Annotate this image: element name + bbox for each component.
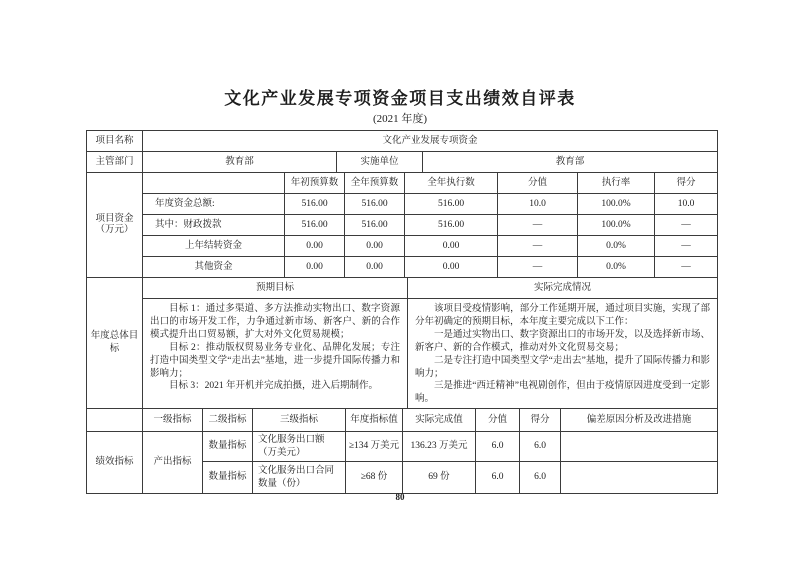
self-evaluation-table: [86, 130, 717, 494]
fund-value: 0.0%: [578, 236, 655, 257]
indicator-level1: 产出指标: [143, 432, 203, 494]
indicator-level3: 文化服务出口合同数量（份）: [253, 462, 346, 494]
indicator-level3: 文化服务出口额（万美元）: [253, 432, 346, 462]
header-info-table: [86, 130, 718, 173]
indicator-score-max: 6.0: [476, 432, 520, 462]
actual-completion-paragraph: 三是推进“西迁精神”电视剧创作，但由于疫情原因进度受到一定影响。: [415, 381, 710, 405]
fund-value: 516.00: [345, 194, 405, 215]
indicator-deviation: [561, 432, 718, 462]
funds-header-execution: 全年执行数: [405, 173, 498, 194]
fund-value: —: [498, 215, 578, 236]
fund-value: 516.00: [285, 194, 345, 215]
indicators-header-level3: 三级指标: [253, 409, 346, 432]
indicators-header-blank: [87, 409, 143, 432]
fund-row-label-total: 年度资金总额:: [143, 194, 285, 215]
fund-value: —: [498, 257, 578, 278]
impl-unit-value: 教育部: [423, 152, 718, 173]
fund-value: 0.00: [345, 257, 405, 278]
actual-completion-paragraph: 二是专注打造中国类型文学“走出去”基地，提升了国际传播力和影响力；: [415, 355, 710, 379]
indicators-header-actual: 实际完成值: [403, 409, 476, 432]
annual-goal-row-label: 年度总体目标: [87, 278, 143, 409]
fund-value: 516.00: [345, 215, 405, 236]
indicators-header-score-max: 分值: [476, 409, 520, 432]
annual-goal-table: [86, 277, 718, 409]
table-row: [87, 432, 718, 462]
fund-value: 0.00: [405, 257, 498, 278]
indicator-target: ≥134 万美元: [346, 432, 403, 462]
indicator-score: 6.0: [520, 432, 561, 462]
indicator-deviation: [561, 462, 718, 494]
fund-value: 0.00: [405, 236, 498, 257]
indicators-row-label: 绩效指标: [87, 432, 143, 494]
fund-value: 0.00: [345, 236, 405, 257]
actual-completion-paragraph: 一是通过实物出口、数字资源出口的市场开发，以及选择新市场、新客户、新的合作模式，推动对外文化贸易交易；: [415, 329, 710, 353]
fund-row-label-fiscal: 其中：财政拨款: [143, 215, 285, 236]
actual-completion-paragraph: 该项目受疫情影响，部分工作延期开展，通过项目实施，实现了部分年初确定的预期目标，本年度主要完成以下工作：: [415, 304, 710, 327]
fund-value: —: [655, 236, 718, 257]
page-subtitle: (2021 年度): [372, 113, 428, 125]
actual-completion-text: [408, 299, 718, 409]
dept-value: 教育部: [143, 152, 337, 173]
expected-goal-text: [143, 299, 408, 409]
fund-row-label-carryover: 上年结转资金: [143, 236, 285, 257]
indicator-level2: 数量指标: [203, 432, 253, 462]
expected-goal-paragraph: 目标 1：通过多渠道、多方法推动实物出口、数字资源出口的市场开发工作，力争通过新市场、新客户、新的合作模式提升出口贸易额，扩大对外文化贸易规模；: [150, 304, 400, 340]
funds-row-label: 项目资金（万元）: [87, 173, 143, 278]
indicator-actual: 136.23 万美元: [403, 432, 476, 462]
funds-header-blank: [143, 173, 285, 194]
indicators-header-level1: 一级指标: [143, 409, 203, 432]
fund-value: 516.00: [285, 215, 345, 236]
funds-header-annual-budget: 全年预算数: [345, 173, 405, 194]
fund-value: 10.0: [498, 194, 578, 215]
table-row: [87, 257, 718, 278]
indicators-table: [86, 408, 718, 494]
fund-row-label-other: 其他资金: [143, 257, 285, 278]
fund-value: 10.0: [655, 194, 718, 215]
indicators-header-target: 年度指标值: [346, 409, 403, 432]
table-row: [87, 236, 718, 257]
fund-value: —: [655, 215, 718, 236]
indicator-score: 6.0: [520, 462, 561, 494]
expected-goal-paragraph: 目标 3：2021 年开机并完成拍摄，进入后期制作。: [169, 381, 379, 392]
page-title: 文化产业发展专项资金项目支出绩效自评表: [224, 89, 576, 108]
funds-header-score-max: 分值: [498, 173, 578, 194]
funds-header-score: 得分: [655, 173, 718, 194]
table-row: [87, 194, 718, 215]
indicator-score-max: 6.0: [476, 462, 520, 494]
fund-value: 0.00: [285, 257, 345, 278]
indicator-level2: 数量指标: [203, 462, 253, 494]
fund-value: —: [655, 257, 718, 278]
funds-header-initial-budget: 年初预算数: [285, 173, 345, 194]
fund-value: 0.00: [285, 236, 345, 257]
project-name-label: 项目名称: [87, 131, 143, 152]
funds-header-exec-rate: 执行率: [578, 173, 655, 194]
fund-value: 0.0%: [578, 257, 655, 278]
indicators-header-score: 得分: [520, 409, 561, 432]
indicators-header-level2: 二级指标: [203, 409, 253, 432]
fund-value: 516.00: [405, 194, 498, 215]
dept-label: 主管部门: [87, 152, 143, 173]
fund-value: 100.0%: [578, 194, 655, 215]
page-number: 80: [395, 492, 405, 502]
fund-value: 100.0%: [578, 215, 655, 236]
actual-completion-header: 实际完成情况: [408, 278, 718, 299]
project-name-value: 文化产业发展专项资金: [143, 131, 718, 152]
funds-table: [86, 172, 718, 278]
indicators-header-deviation: 偏差原因分析及改进措施: [561, 409, 718, 432]
expected-goal-paragraph: 目标 2：推动版权贸易业务专业化、品牌化发展；专注打造中国类型文学“走出去”基地，进一步提升国际传播力和影响力；: [150, 342, 400, 379]
indicator-target: ≥68 份: [346, 462, 403, 494]
fund-value: —: [498, 236, 578, 257]
indicator-actual: 69 份: [403, 462, 476, 494]
fund-value: 516.00: [405, 215, 498, 236]
impl-unit-label: 实施单位: [337, 152, 423, 173]
expected-goal-header: 预期目标: [143, 278, 408, 299]
table-row: [87, 215, 718, 236]
